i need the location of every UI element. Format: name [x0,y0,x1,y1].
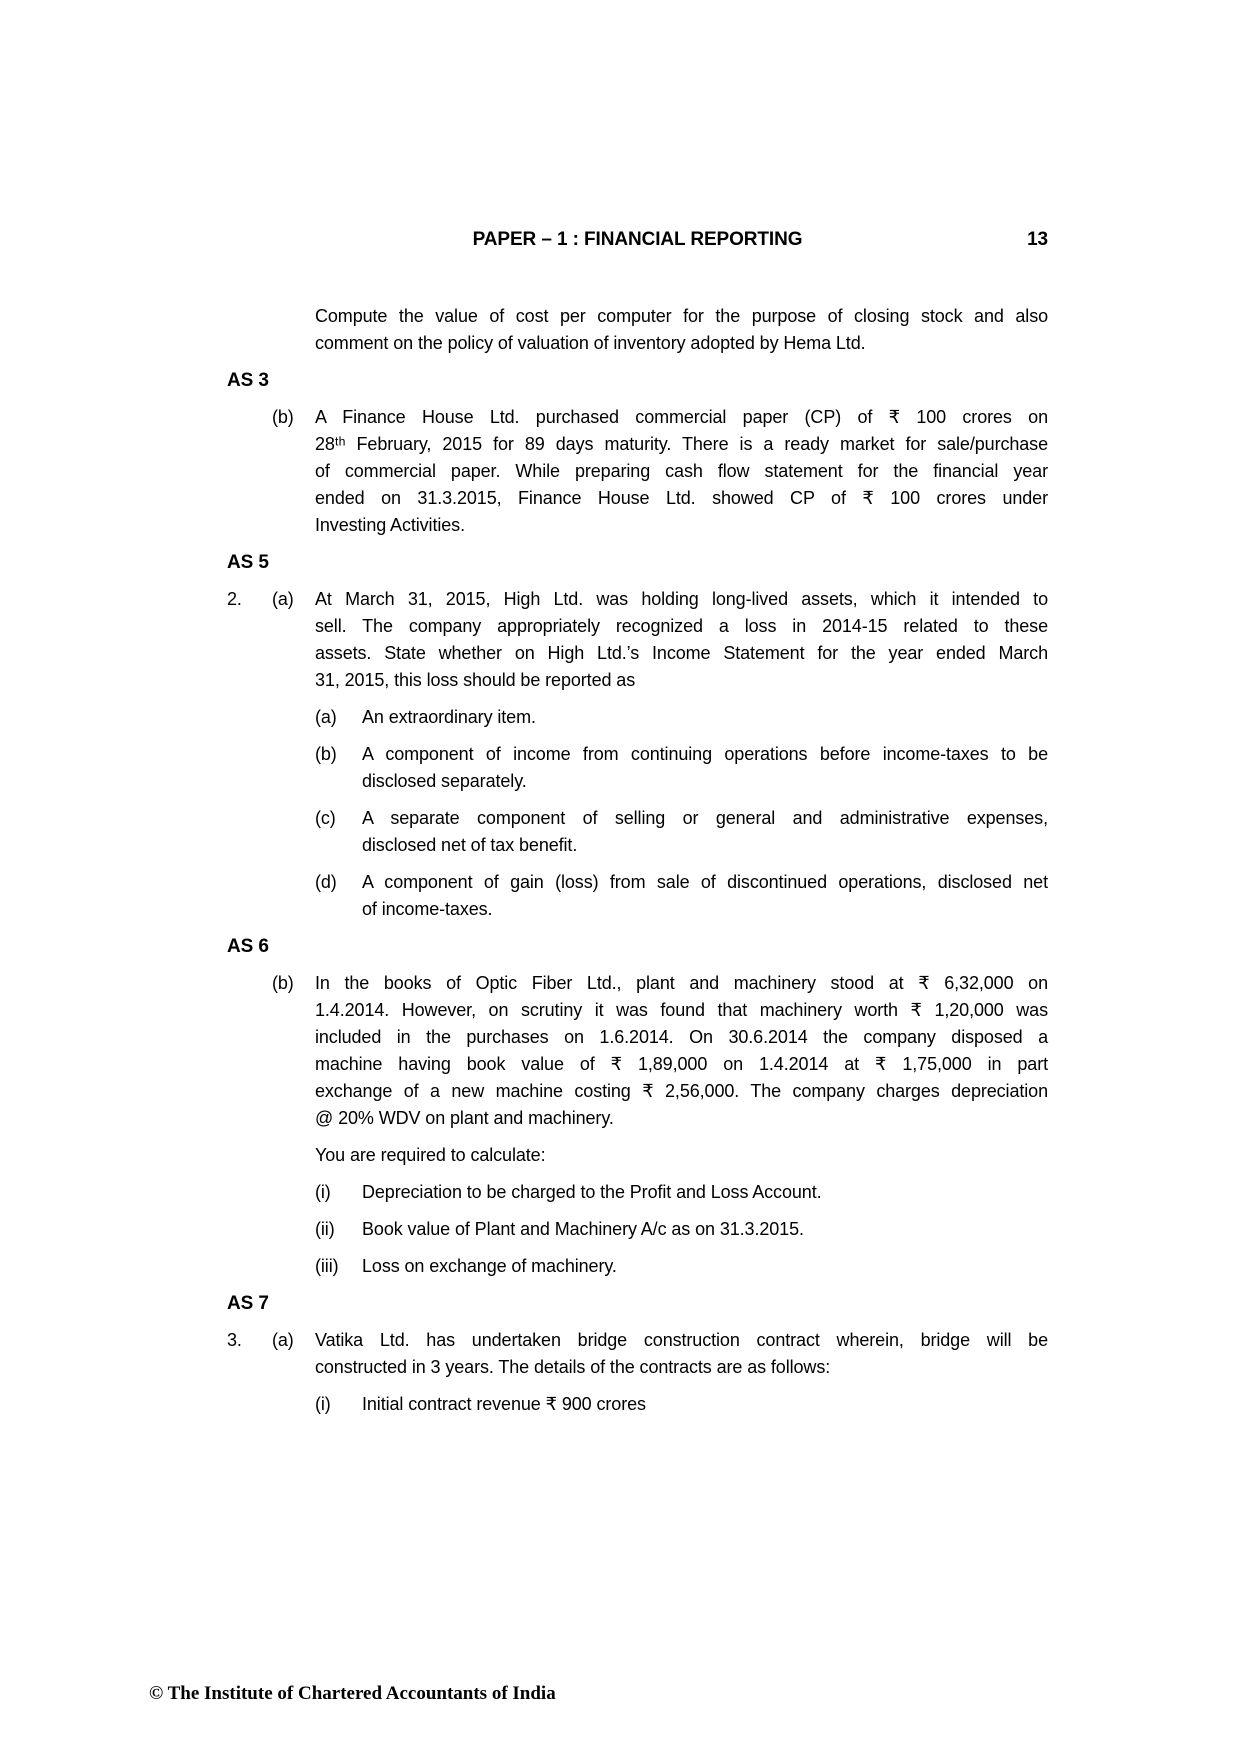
calc-intro: You are required to calculate: [315,1145,546,1165]
calc-text: Loss on exchange of machinery. [362,1256,617,1276]
detail-item-i [315,1391,1048,1418]
option-marker: (b) [315,744,337,764]
as6-heading: AS 6 [227,936,269,957]
item-text: At March 31, 2015, High Ltd. was holding long-lived assets, which it intended to sell. The company appropriately recognized a loss in 2014-15 related to these assets. State whether on High Ltd.’s Income Statement for the year ended March 31, 2015, this loss should be reported as [315,589,1048,690]
option-row-b [315,741,1048,795]
as5-question [227,586,1048,694]
footer-copyright: © The Institute of Chartered Accountants of India [149,1683,556,1704]
intro-paragraph: Compute the value of cost per computer for the purpose of closing stock and also comment on the policy of valuation of inventory adopted by Hema Ltd. [315,306,1048,353]
calc-item-iii [315,1253,1048,1280]
calc-marker: (i) [315,1182,331,1202]
calc-text: Book value of Plant and Machinery A/c as on 31.3.2015. [362,1219,804,1239]
as7-heading: AS 7 [227,1293,269,1314]
question-number: 3. [227,1330,242,1350]
page-header [227,226,1048,253]
item-marker: (b) [272,407,294,427]
question-number [227,970,272,1132]
calc-item-i [315,1179,1048,1206]
option-text: A separate component of selling or general and administrative expenses, disclosed net of tax benefit. [362,808,1048,855]
option-marker: (c) [315,808,336,828]
detail-marker: (i) [315,1394,331,1414]
item-marker: (a) [272,589,294,609]
calc-text: Depreciation to be charged to the Profit and Loss Account. [362,1182,822,1202]
option-marker: (a) [315,707,337,727]
option-marker: (d) [315,872,337,892]
option-text: A component of gain (loss) from sale of discontinued operations, disclosed net of income-taxes. [362,872,1048,919]
option-row-d [315,869,1048,923]
as7-question [227,1327,1048,1381]
page-content [227,226,1048,1428]
calc-item-ii [315,1216,1048,1243]
option-text: A component of income from continuing operations before income-taxes to be disclosed separately. [362,744,1048,791]
calc-marker: (ii) [315,1219,335,1239]
as5-heading: AS 5 [227,552,269,573]
item-text: Vatika Ltd. has undertaken bridge construction contract wherein, bridge will be constructed in 3 years. The details of the contracts are as follows: [315,1330,1048,1377]
as3-item [227,404,1048,539]
option-row-c [315,805,1048,859]
option-row-a [315,704,1048,731]
option-text: An extraordinary item. [362,707,536,727]
calc-marker: (iii) [315,1256,339,1276]
page-title: PAPER – 1 : FINANCIAL REPORTING [472,229,803,250]
item-text: In the books of Optic Fiber Ltd., plant and machinery stood at ₹ 6,32,000 on 1.4.2014. However, on scrutiny it was found that machinery worth ₹ 1,20,000 was included in the purchases on 1.6.2014. On 30.6.2014 the company disposed a machine having book value of ₹ 1,89,000 on 1.4.2014 at ₹ 1,75,000 in part exchange of a new machine costing ₹ 2,56,000. The company charges depreciation @ 20% WDV on plant and machinery. [315,973,1048,1128]
detail-text: Initial contract revenue ₹ 900 crores [362,1394,646,1414]
page-number: 13 [1027,229,1048,250]
as6-item [227,970,1048,1132]
item-text: A Finance House Ltd. purchased commercial paper (CP) of ₹ 100 crores on 28ᵗʰ February, 2015 for 89 days maturity. There is a ready market for sale/purchase of commercial paper. While preparing cash flow statement for the financial year ended on 31.3.2015, Finance House Ltd. showed CP of ₹ 100 crores under Investing Activities. [315,407,1048,535]
question-number [227,404,272,539]
item-marker: (b) [272,973,294,993]
item-marker: (a) [272,1330,294,1350]
question-number: 2. [227,589,242,609]
as3-heading: AS 3 [227,370,269,391]
